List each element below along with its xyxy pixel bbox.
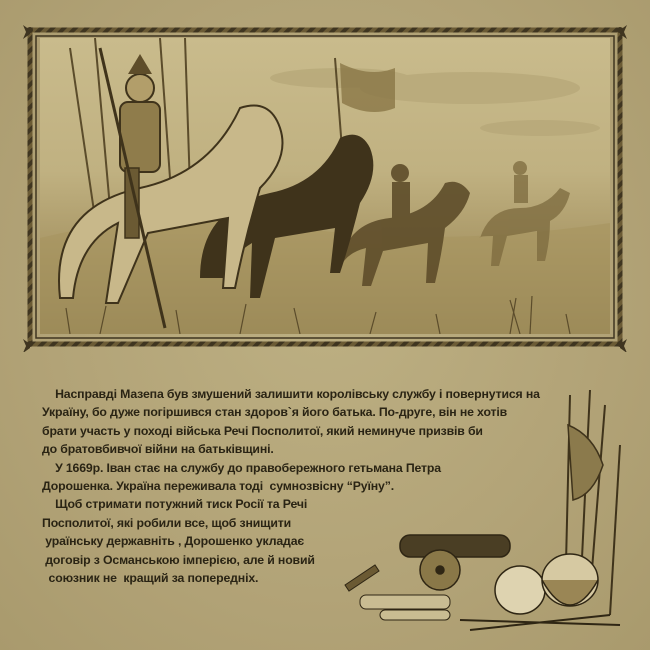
text-line: брати участь у поході війська Речі Посполитої, який неминуче призвів би: [42, 423, 483, 438]
horsemen-illustration: [40, 38, 610, 334]
text-line: Насправді Мазепа був змушений залишити королівську службу і повернутися на: [42, 387, 540, 401]
text-line: У 1669р. Іван стає на службу до правобережного гетьмана Петра: [42, 460, 441, 475]
text-line: союзник не кращий за попередніх.: [42, 571, 259, 586]
text-line: до братовбивчої війни на батьківщині.: [42, 442, 274, 457]
text-line: ураїнську державніть , Дорошенко укладає: [42, 534, 305, 549]
text-line: договір з Османською імперією, але й новий: [42, 552, 315, 567]
history-text: [42, 385, 542, 587]
text-line: Дорошенка. Україна переживала тоді сумнозвісну “Руїну”.: [42, 479, 394, 494]
text-line: Посполитої, які робили все, щоб знищити: [42, 515, 292, 530]
text-line: Україну, бо дуже погіршився стан здоров`я його батька. По-друге, він не хотів: [42, 405, 508, 420]
text-line: Щоб стримати потужний тиск Росії та Речі: [42, 497, 308, 512]
